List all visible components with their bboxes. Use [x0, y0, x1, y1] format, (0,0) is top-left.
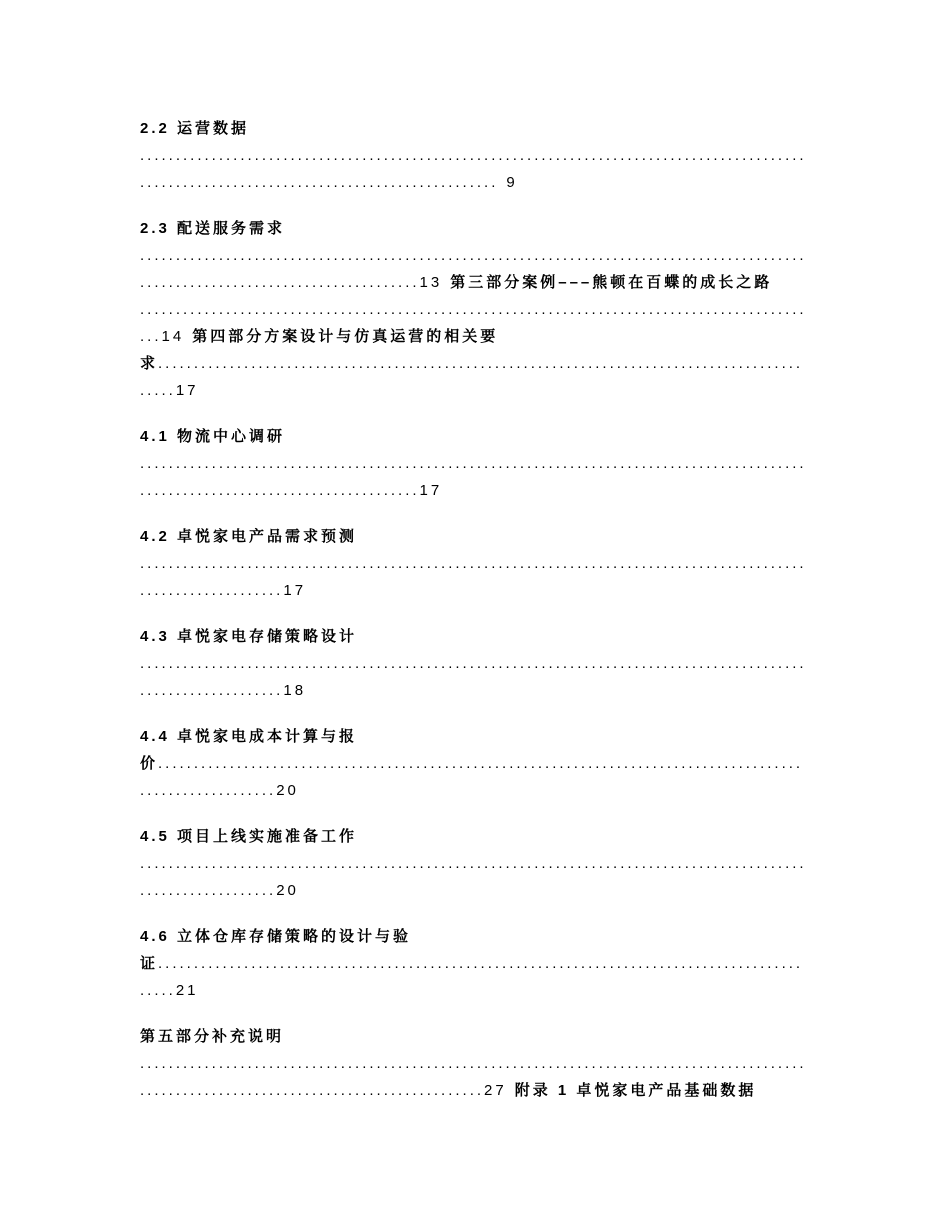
toc-entry-2-2 [140, 115, 812, 196]
dot-leader: .......................................................................................... [158, 955, 804, 972]
toc-leader-line [140, 777, 812, 804]
dot-leader: .......................................................................................... [158, 755, 804, 772]
toc-leader-line [140, 350, 812, 377]
page-number: 17 [175, 382, 199, 399]
dot-leader: ....................................... [140, 274, 420, 291]
toc-entry-4-3 [140, 623, 812, 704]
dot-leader: ................... [140, 882, 277, 899]
toc-leader-line [140, 950, 812, 977]
dot-leader: .................... [140, 582, 284, 599]
dot-leader: ............................................................................................. [140, 655, 807, 672]
toc-leader-line [140, 750, 812, 777]
dot-leader: ....................................... [140, 482, 420, 499]
dot-leader: ............................................................................................. [140, 247, 807, 264]
toc-leader-line [140, 977, 812, 1004]
toc-entry-4-5 [140, 823, 812, 904]
page-number: 20 [276, 882, 299, 899]
toc-leader-line [140, 477, 812, 504]
page-number: 14 [161, 328, 185, 345]
dot-leader: ............................................................................................. [140, 147, 807, 164]
toc-entry-title-cont: 证 [140, 955, 159, 972]
table-of-contents [140, 115, 812, 1123]
page-number: 27 [484, 1082, 507, 1099]
page-number: 20 [276, 782, 299, 799]
toc-entry-title: 2.3 配送服务需求 [140, 220, 286, 237]
toc-entry-4-1 [140, 423, 812, 504]
toc-leader-line [140, 377, 812, 404]
dot-leader: ............................................................................................. [140, 455, 807, 472]
dot-leader: ............................................................................................. [140, 855, 807, 872]
toc-entry-2-3 [140, 215, 812, 404]
dot-leader: ............................................................................................. [140, 301, 807, 318]
dot-leader: .................... [140, 682, 284, 699]
page-number: 9 [506, 174, 518, 191]
dot-leader: ..... [140, 982, 176, 999]
page-number: 17 [283, 582, 307, 599]
page-number: 13 [419, 274, 443, 291]
toc-leader-line [140, 323, 812, 350]
toc-entry-title: 4.3 卓悦家电存储策略设计 [140, 628, 358, 645]
toc-entry-title: 4.6 立体仓库存储策略的设计与验 [140, 928, 412, 945]
toc-part3-title: 第三部分案例–––熊顿在百蝶的成长之路 [450, 274, 773, 291]
toc-leader-line [140, 269, 812, 296]
toc-entry-title-cont: 价 [140, 755, 159, 772]
dot-leader: ................................................ [140, 1082, 485, 1099]
toc-entry-title: 4.2 卓悦家电产品需求预测 [140, 528, 358, 545]
dot-leader: ............................................................................................. [140, 555, 807, 572]
dot-leader: .................................................. [140, 174, 499, 191]
toc-leader-line [140, 1077, 812, 1104]
toc-entry-part5 [140, 1023, 812, 1104]
toc-entry-title: 第五部分补充说明 [140, 1028, 285, 1045]
toc-leader-line [140, 877, 812, 904]
toc-appendix1-title: 附录 1 卓悦家电产品基础数据 [514, 1082, 757, 1099]
toc-leader-line [140, 577, 812, 604]
toc-entry-4-4 [140, 723, 812, 804]
toc-entry-4-2 [140, 523, 812, 604]
toc-entry-title: 2.2 运营数据 [140, 120, 250, 137]
toc-leader-line [140, 169, 812, 196]
dot-leader: ..... [140, 382, 176, 399]
toc-leader-line [140, 677, 812, 704]
dot-leader: ............................................................................................. [140, 1055, 807, 1072]
page-number: 17 [419, 482, 443, 499]
dot-leader: ... [140, 328, 162, 345]
page-number: 21 [175, 982, 199, 999]
dot-leader: ................... [140, 782, 277, 799]
toc-part4-title-cont: 求 [140, 355, 159, 372]
dot-leader: .......................................................................................... [158, 355, 804, 372]
toc-entry-title: 4.4 卓悦家电成本计算与报 [140, 728, 358, 745]
toc-entry-title: 4.5 项目上线实施准备工作 [140, 828, 358, 845]
toc-part4-title: 第四部分方案设计与仿真运营的相关要 [192, 328, 499, 345]
toc-entry-title: 4.1 物流中心调研 [140, 428, 286, 445]
page-number: 18 [283, 682, 307, 699]
toc-entry-4-6 [140, 923, 812, 1004]
